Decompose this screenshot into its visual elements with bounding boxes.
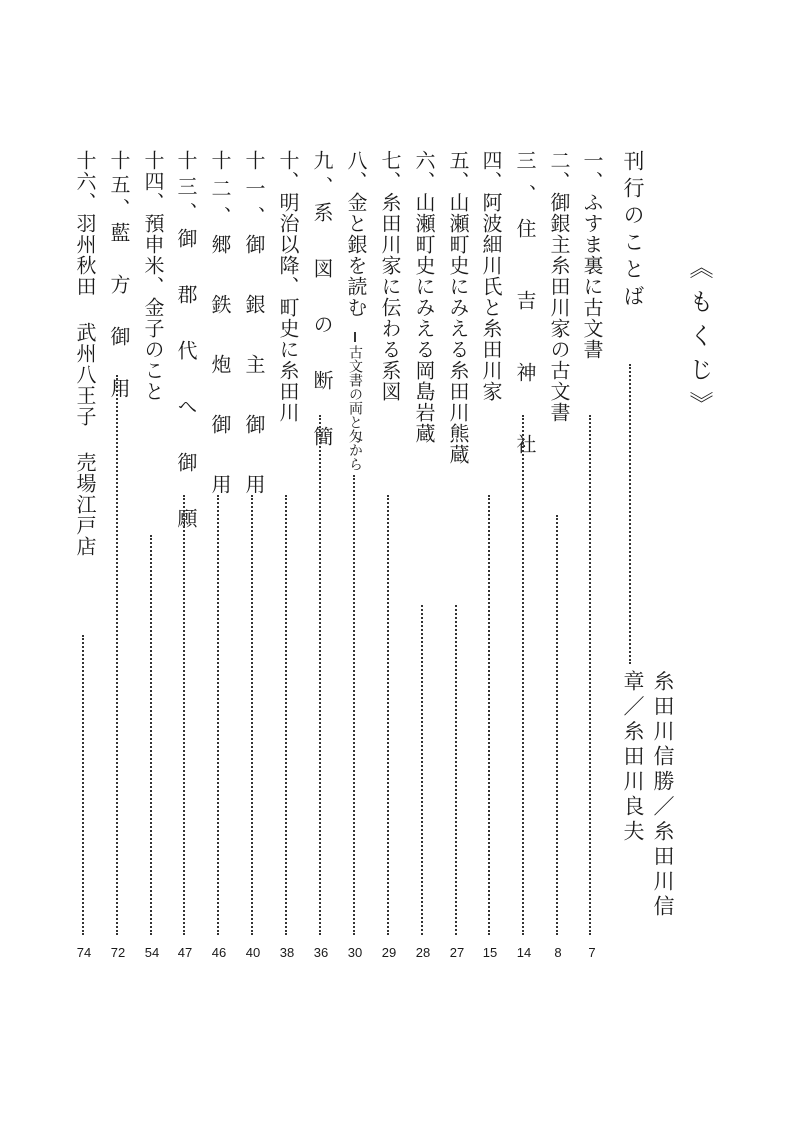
entry-leader	[455, 605, 457, 935]
entry-leader	[556, 515, 558, 935]
page-number: 40	[245, 945, 261, 960]
entry-label: 十六、羽州秋田 武州八王子 売場江戸店	[73, 150, 97, 557]
preface-leader	[629, 364, 631, 664]
toc-entry-7	[376, 150, 402, 935]
page-number: 27	[449, 945, 465, 960]
entry-leader	[488, 495, 490, 935]
page-number: 38	[279, 945, 295, 960]
toc-entry-6	[410, 150, 436, 935]
entry-leader	[353, 475, 355, 935]
page-number: 36	[313, 945, 329, 960]
page-number: 54	[144, 945, 160, 960]
entry-label: 十二、郷 鉄 炮 御 用	[208, 150, 232, 502]
preface-entry	[618, 150, 675, 930]
page-number: 72	[110, 945, 126, 960]
toc-title: 《もくじ》	[685, 255, 713, 425]
toc-entry-5	[444, 150, 470, 935]
page-number: 46	[211, 945, 227, 960]
entry-leader	[589, 415, 591, 935]
entry-label: 五、山瀬町史にみえる糸田川熊蔵	[446, 150, 470, 465]
entry-leader	[82, 635, 84, 935]
entry-label: 十一、御 銀 主 御 用	[242, 150, 266, 502]
toc-entry-13	[172, 150, 198, 935]
toc-entry-14	[139, 150, 165, 935]
toc-entry-16	[71, 150, 97, 935]
entry-leader	[319, 415, 321, 935]
entry-leader	[251, 495, 253, 935]
entry-label: 一、ふすま裏に古文書	[580, 150, 604, 360]
page-number: 47	[177, 945, 193, 960]
entry-leader	[421, 605, 423, 935]
toc-entry-15	[105, 150, 131, 935]
entry-label: 四、阿波細川氏と糸田川家	[479, 150, 503, 402]
page-number: 15	[482, 945, 498, 960]
page-number: 74	[76, 945, 92, 960]
toc-entry-10	[274, 150, 300, 935]
entry-label: 十五、藍 方 御 用	[107, 150, 131, 402]
entry-leader	[183, 495, 185, 935]
entry-leader	[116, 375, 118, 935]
toc-entry-11	[240, 150, 266, 935]
page-number: 8	[554, 945, 562, 960]
toc-entry-3	[511, 150, 537, 935]
page-number: 7	[588, 945, 596, 960]
preface-authors: 糸田川信勝／糸田川信章／糸田川良夫	[621, 670, 675, 920]
toc-entry-12	[206, 150, 232, 935]
entry-label: 九、系 図 の 断 簡	[310, 150, 334, 452]
entry-label: 八、金と銀を読む	[344, 150, 368, 318]
toc-entry-9	[308, 150, 334, 935]
entry-label: 二、御銀主糸田川家の古文書	[547, 150, 571, 423]
entry-label: 十三、御 郡 代 へ 御 願	[174, 150, 198, 534]
toc-entry-2	[545, 150, 571, 935]
em-dash	[354, 332, 356, 342]
entry-leader	[387, 495, 389, 935]
entry-leader	[150, 535, 152, 935]
entry-leader	[217, 495, 219, 935]
entry-label: 十、明治以降、町史に糸田川	[276, 150, 300, 423]
toc-entry-8	[342, 150, 368, 935]
toc-entry-4	[477, 150, 503, 935]
page-number: 28	[415, 945, 431, 960]
entry-leader	[522, 415, 524, 935]
entry-label: 十四、預申米、金子のこと	[141, 150, 165, 402]
page-number: 30	[347, 945, 363, 960]
page-number: 29	[381, 945, 397, 960]
page-number: 14	[516, 945, 532, 960]
entry-leader	[285, 495, 287, 935]
entry-label: 六、山瀬町史にみえる岡島岩蔵	[412, 150, 436, 444]
preface-label: 刊行のことば	[621, 150, 645, 312]
toc-entry-1	[578, 150, 604, 935]
entry-subtitle: 古文書の両と匁から	[347, 345, 363, 471]
entry-label: 三、住 吉 神 社	[513, 150, 537, 468]
entry-label: 七、糸田川家に伝わる系図	[378, 150, 402, 402]
